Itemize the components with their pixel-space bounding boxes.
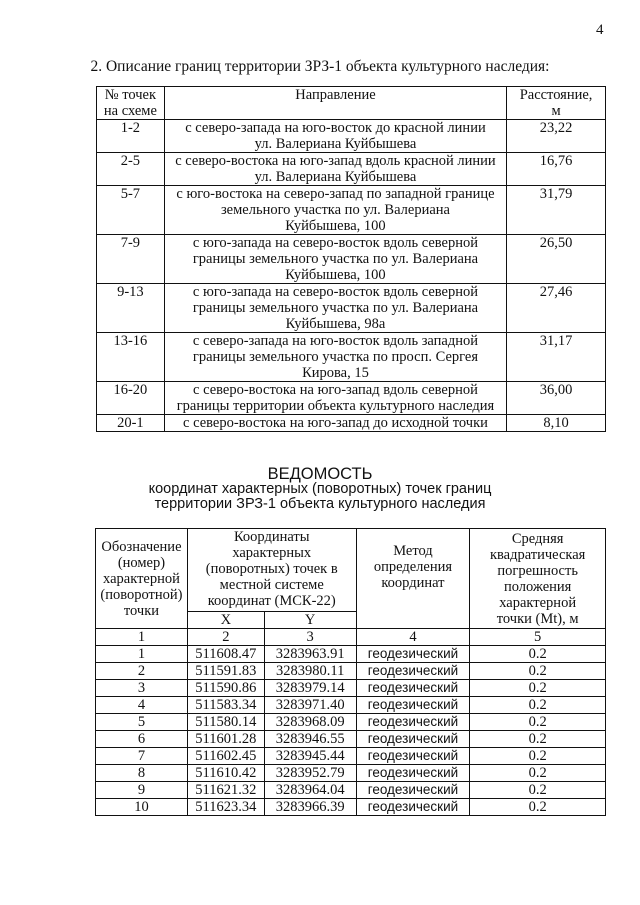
cell-x: 511590.86 xyxy=(187,680,264,697)
table-row xyxy=(96,765,606,782)
table-row xyxy=(96,782,606,799)
header-line: (поворотных) точек в xyxy=(205,561,338,577)
table-row xyxy=(97,235,606,284)
cell-distance: 16,76 xyxy=(507,153,606,186)
direction-line: Кирова, 15 xyxy=(302,365,369,381)
table-row xyxy=(97,186,606,235)
cell-x: 511580.14 xyxy=(187,714,264,731)
header-line: координат xyxy=(381,575,445,591)
cell-number: 10 xyxy=(96,799,188,816)
cell-x: 511623.34 xyxy=(187,799,264,816)
cell-y: 3283966.39 xyxy=(264,799,356,816)
direction-line: ул. Валериана Куйбышева xyxy=(254,169,417,185)
cell-y: 3283964.04 xyxy=(264,782,356,799)
cell-points: 7-9 xyxy=(97,235,165,284)
column-number: 2 xyxy=(187,629,264,646)
cell-error: 0.2 xyxy=(470,646,606,663)
header-line: положения xyxy=(503,579,572,595)
cell-x: 511601.28 xyxy=(187,731,264,748)
cell-distance: 31,79 xyxy=(507,186,606,235)
cell-points: 13-16 xyxy=(97,333,165,382)
header-line: Метод xyxy=(393,543,433,559)
table-row xyxy=(96,697,606,714)
header-method xyxy=(356,529,470,629)
cell-number: 1 xyxy=(96,646,188,663)
header-line: определения xyxy=(373,559,453,575)
direction-line: с северо-запада на юго-восток до красной линии xyxy=(185,120,486,136)
direction-line: с северо-запада на юго-восток вдоль западной xyxy=(192,333,479,349)
direction-line: Куйбышева, 100 xyxy=(285,267,386,283)
cell-direction xyxy=(164,153,506,186)
cell-x: 511583.34 xyxy=(187,697,264,714)
direction-line: границы земельного участка по ул. Валериана xyxy=(192,251,479,267)
table-row xyxy=(97,415,606,432)
header-line: точки (Mt), м xyxy=(496,611,579,627)
header-x: X xyxy=(187,612,264,629)
cell-number: 7 xyxy=(96,748,188,765)
cell-method: геодезический xyxy=(356,697,470,714)
cell-error: 0.2 xyxy=(470,697,606,714)
header-line: характерных xyxy=(232,545,312,561)
cell-number: 2 xyxy=(96,663,188,680)
cell-points: 9-13 xyxy=(97,284,165,333)
cell-x: 511610.42 xyxy=(187,765,264,782)
boundary-table xyxy=(96,86,606,432)
table-row xyxy=(96,799,606,816)
column-number: 3 xyxy=(264,629,356,646)
cell-number: 8 xyxy=(96,765,188,782)
header-distance-line: Расстояние, xyxy=(519,87,593,103)
header-distance xyxy=(507,87,606,120)
table-row xyxy=(97,120,606,153)
table-row xyxy=(96,714,606,731)
column-number-row xyxy=(96,629,606,646)
header-line: координат (МСК-22) xyxy=(207,593,336,609)
table-row xyxy=(97,382,606,415)
vedomost-subtitle: территории ЗРЗ-1 объекта культурного наследия xyxy=(154,496,486,512)
cell-y: 3283946.55 xyxy=(264,731,356,748)
cell-direction xyxy=(164,235,506,284)
cell-error: 0.2 xyxy=(470,782,606,799)
cell-direction xyxy=(164,120,506,153)
direction-line: с северо-востока на юго-запад до исходной точки xyxy=(183,415,488,431)
cell-distance: 31,17 xyxy=(507,333,606,382)
table-row xyxy=(97,153,606,186)
table-row xyxy=(97,333,606,382)
cell-distance: 26,50 xyxy=(507,235,606,284)
header-coordinates xyxy=(187,529,356,612)
coordinates-table-body xyxy=(96,646,606,816)
direction-line: границы земельного участка по ул. Валериана xyxy=(192,300,479,316)
cell-points: 20-1 xyxy=(97,415,165,432)
cell-x: 511621.32 xyxy=(187,782,264,799)
cell-distance: 8,10 xyxy=(507,415,606,432)
vedomost-title: ВЕДОМОСТЬ xyxy=(267,465,373,483)
header-line: Обозначение xyxy=(101,538,182,555)
table-row xyxy=(96,646,606,663)
column-number: 5 xyxy=(470,629,606,646)
direction-line: с северо-востока на юго-запад вдоль северной xyxy=(193,382,478,398)
direction-line: границы территории объекта культурного наследия xyxy=(176,398,495,414)
direction-line: с юго-запада на северо-восток вдоль северной xyxy=(192,284,479,300)
boundary-table-body xyxy=(97,120,606,432)
header-points xyxy=(97,87,165,120)
cell-distance: 27,46 xyxy=(507,284,606,333)
cell-x: 511608.47 xyxy=(187,646,264,663)
direction-line: с юго-востока на северо-запад по западной границе xyxy=(176,186,495,202)
table-row xyxy=(97,284,606,333)
table-row xyxy=(96,663,606,680)
cell-y: 3283980.11 xyxy=(264,663,356,680)
cell-y: 3283963.91 xyxy=(264,646,356,663)
column-number: 1 xyxy=(96,629,188,646)
direction-line: Куйбышева, 98а xyxy=(285,316,386,332)
cell-method: геодезический xyxy=(356,782,470,799)
vedomost-subtitle: координат характерных (поворотных) точек границ xyxy=(148,481,492,497)
header-line: (номер) xyxy=(117,554,166,571)
cell-points: 1-2 xyxy=(97,120,165,153)
cell-method: геодезический xyxy=(356,731,470,748)
cell-number: 3 xyxy=(96,680,188,697)
cell-error: 0.2 xyxy=(470,748,606,765)
cell-points: 5-7 xyxy=(97,186,165,235)
table-row xyxy=(96,748,606,765)
cell-number: 9 xyxy=(96,782,188,799)
cell-error: 0.2 xyxy=(470,765,606,782)
cell-error: 0.2 xyxy=(470,680,606,697)
direction-line: Куйбышева, 100 xyxy=(285,218,386,234)
page-number: 4 xyxy=(596,22,604,38)
cell-method: геодезический xyxy=(356,714,470,731)
cell-y: 3283952.79 xyxy=(264,765,356,782)
cell-method: геодезический xyxy=(356,646,470,663)
cell-y: 3283968.09 xyxy=(264,714,356,731)
vedomost-heading xyxy=(0,467,640,512)
direction-line: с юго-запада на северо-восток вдоль северной xyxy=(192,235,479,251)
cell-method: геодезический xyxy=(356,799,470,816)
column-number: 4 xyxy=(356,629,470,646)
header-distance-line: м xyxy=(551,103,561,119)
header-points-line: на схеме xyxy=(103,103,157,119)
header-y: Y xyxy=(264,612,356,629)
cell-y: 3283979.14 xyxy=(264,680,356,697)
cell-number: 5 xyxy=(96,714,188,731)
cell-error: 0.2 xyxy=(470,799,606,816)
cell-points: 16-20 xyxy=(97,382,165,415)
cell-method: геодезический xyxy=(356,765,470,782)
cell-error: 0.2 xyxy=(470,663,606,680)
cell-points: 2-5 xyxy=(97,153,165,186)
cell-direction xyxy=(164,333,506,382)
cell-distance: 23,22 xyxy=(507,120,606,153)
direction-line: ул. Валериана Куйбышева xyxy=(254,136,417,152)
cell-error: 0.2 xyxy=(470,714,606,731)
coord-header-row xyxy=(96,529,606,612)
direction-line: границы земельного участка по просп. Сергея xyxy=(192,349,479,365)
direction-line: с северо-востока на юго-запад вдоль красной линии xyxy=(175,153,496,169)
cell-x: 511602.45 xyxy=(187,748,264,765)
header-line: точки xyxy=(123,602,160,619)
cell-direction xyxy=(164,415,506,432)
cell-number: 4 xyxy=(96,697,188,714)
cell-direction xyxy=(164,382,506,415)
header-points-line: № точек xyxy=(104,87,157,103)
header-line: характерной xyxy=(499,595,577,611)
header-line: Средняя xyxy=(511,531,564,547)
cell-distance: 36,00 xyxy=(507,382,606,415)
table-row xyxy=(96,731,606,748)
cell-method: геодезический xyxy=(356,663,470,680)
header-line: квадратическая xyxy=(489,547,586,563)
header-error xyxy=(470,529,606,629)
cell-y: 3283945.44 xyxy=(264,748,356,765)
boundary-table-header xyxy=(97,87,606,120)
cell-error: 0.2 xyxy=(470,731,606,748)
header-line: Координаты xyxy=(233,529,310,545)
table-row xyxy=(96,680,606,697)
header-line: погрешность xyxy=(497,563,578,579)
header-direction: Направление xyxy=(164,87,506,120)
cell-direction xyxy=(164,284,506,333)
cell-number: 6 xyxy=(96,731,188,748)
direction-line: земельного участка по ул. Валериана xyxy=(220,202,450,218)
coordinates-table xyxy=(95,528,606,816)
section-title: 2. Описание границ территории ЗРЗ-1 объекта культурного наследия: xyxy=(90,58,550,75)
header-line: местной системе xyxy=(219,577,324,593)
cell-method: геодезический xyxy=(356,680,470,697)
cell-direction xyxy=(164,186,506,235)
header-designation xyxy=(96,529,188,629)
cell-method: геодезический xyxy=(356,748,470,765)
cell-x: 511591.83 xyxy=(187,663,264,680)
header-line: (поворотной) xyxy=(100,586,183,603)
header-line: характерной xyxy=(103,570,180,587)
cell-y: 3283971.40 xyxy=(264,697,356,714)
